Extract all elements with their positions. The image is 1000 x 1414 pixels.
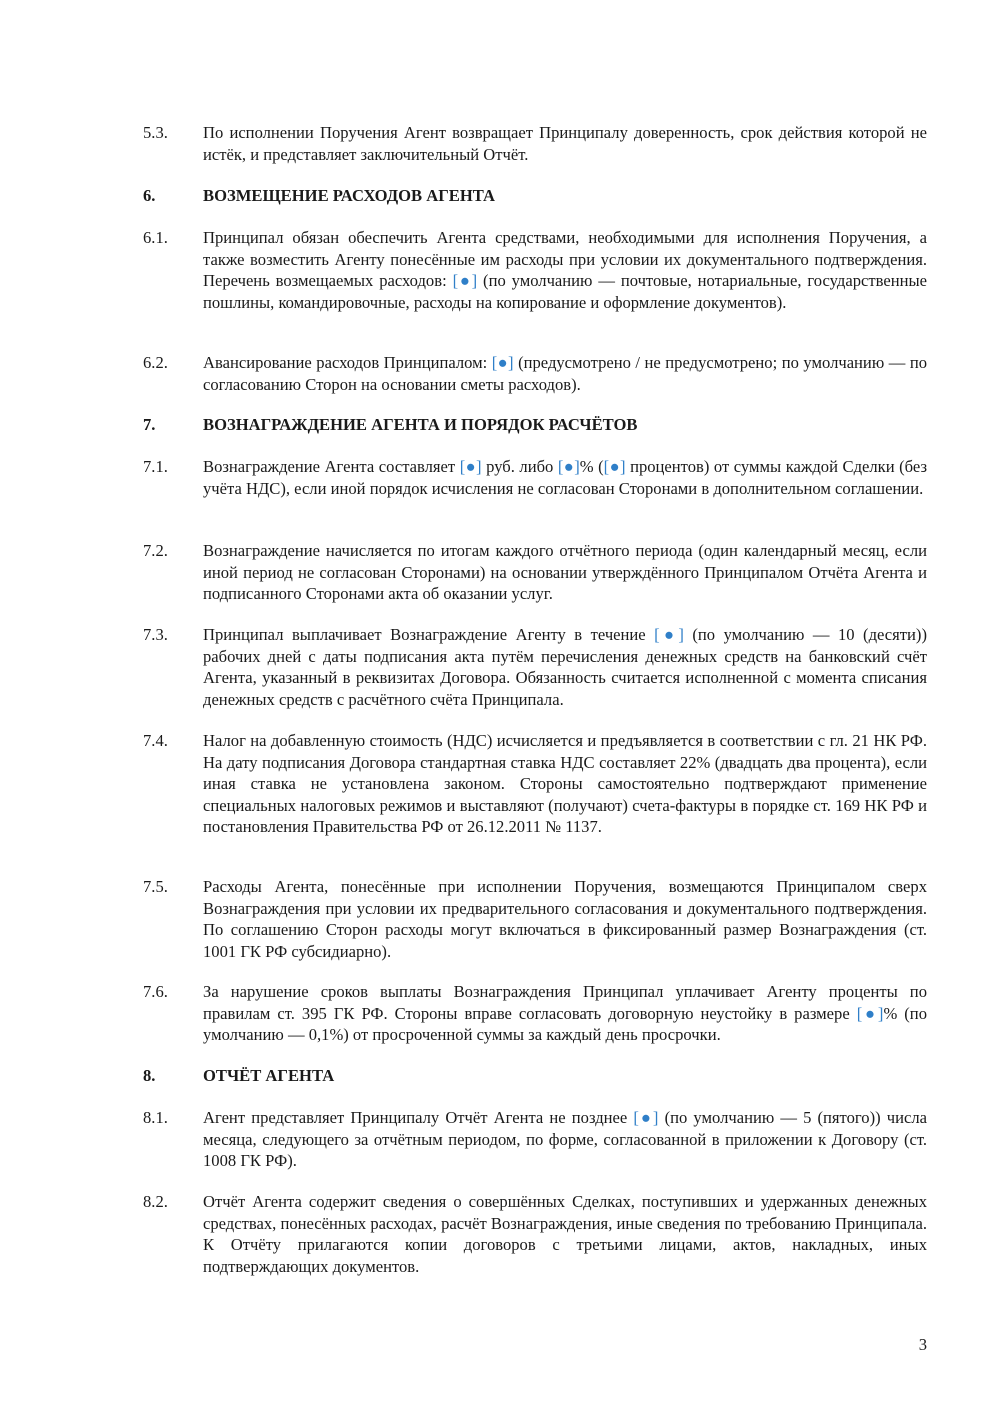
page-number: 3 bbox=[918, 1335, 927, 1354]
section-number: 7. bbox=[143, 415, 156, 434]
section-heading-7 bbox=[143, 414, 927, 436]
clause-text-part: Принципал обязан обеспечить Агента средствами, необходимыми для исполнения Поручения, а также возместить Агенту понесённые им расходы при условии их документального подтверждения. Перечень возмещаемых расходов: bbox=[203, 228, 927, 290]
clause-text-part: % ( bbox=[579, 457, 604, 476]
clause-7-3 bbox=[143, 624, 927, 710]
clause-7-4 bbox=[143, 730, 927, 838]
clause-text: По исполнении Поручения Агент возвращает Принципалу доверенность, срок действия которой не истёк, и представляет заключительный Отчёт. bbox=[203, 123, 927, 164]
clause-5-3 bbox=[143, 122, 927, 165]
clause-text-part: % (по умолчанию — 0,1%) от просроченной суммы за каждый день просрочки. bbox=[203, 1003, 927, 1044]
section-heading-8 bbox=[143, 1065, 927, 1087]
clause-text: Расходы Агента, понесённые при исполнении Поручения, возмещаются Принципалом сверх Вознаграждения при условии их предварительного согласования и документального подтверждения. По соглашению Сторон расходы могут включаться в фиксированный размер Вознаграждения (ст. 1001 ГК РФ субсидиарно). bbox=[203, 877, 927, 961]
clause-number: 5.3. bbox=[143, 123, 168, 142]
section-number: 6. bbox=[143, 186, 156, 205]
clause-7-2 bbox=[143, 540, 927, 605]
clause-6-2 bbox=[143, 352, 927, 395]
clause-number: 7.4. bbox=[143, 731, 168, 750]
clause-text-part: (по умолчанию — почтовые, нотариальные, государственные пошлины, командировочные, расходы на копирование и оформление документов). bbox=[203, 271, 927, 312]
clause-number: 6.2. bbox=[143, 353, 168, 372]
clause-text bbox=[203, 456, 927, 499]
placeholder-field: [●] bbox=[856, 1003, 884, 1023]
clause-8-2 bbox=[143, 1191, 927, 1277]
section-heading-6 bbox=[143, 185, 927, 207]
clause-text bbox=[203, 1107, 927, 1172]
placeholder-field: [●] bbox=[459, 457, 482, 476]
clause-7-5 bbox=[143, 876, 927, 962]
clause-text bbox=[203, 624, 927, 710]
placeholder-field: [●] bbox=[452, 271, 478, 290]
clause-text-part: Авансирование расходов Принципалом: bbox=[203, 353, 492, 372]
clause-text-part: Принципал выплачивает Вознаграждение Агенту в течение bbox=[203, 625, 655, 644]
clause-number: 7.6. bbox=[143, 982, 168, 1001]
clause-text-part: За нарушение сроков выплаты Вознаграждения Принципал уплачивает Агенту проценты по правилам ст. 395 ГК РФ. Стороны вправе согласовать договорную неустойку в размере bbox=[203, 982, 927, 1023]
clause-number: 8.1. bbox=[143, 1108, 168, 1127]
clause-text: Отчёт Агента содержит сведения о совершённых Сделках, поступивших и удержанных денежных средствах, понесённых расходах, расчёт Вознаграждения, иные сведения по требованию Принципала. К Отчёту прилагаются копии договоров с третьими лицами, актов, накладных, иных подтверждающих документов. bbox=[203, 1192, 927, 1276]
clause-number: 7.1. bbox=[143, 457, 168, 476]
clause-number: 8.2. bbox=[143, 1192, 168, 1211]
clause-text-part: (по умолчанию — 5 (пятого)) числа месяца, следующего за отчётным периодом, по форме, согласованной в приложении к Договору (ст. 1008 ГК РФ). bbox=[203, 1108, 927, 1170]
clause-number: 6.1. bbox=[143, 228, 168, 247]
clause-text-part: (предусмотрено / не предусмотрено; по умолчанию — по согласованию Сторон на основании сметы расходов). bbox=[203, 353, 928, 394]
clause-text-part: Агент представляет Принципалу Отчёт Агента не позднее bbox=[203, 1108, 634, 1127]
clause-number: 7.2. bbox=[143, 541, 168, 560]
clause-7-1 bbox=[143, 456, 927, 499]
clause-text bbox=[203, 981, 927, 1046]
placeholder-field: [●] bbox=[491, 353, 514, 372]
section-title: ВОЗМЕЩЕНИЕ РАСХОДОВ АГЕНТА bbox=[203, 186, 496, 205]
clause-7-6 bbox=[143, 981, 927, 1046]
clause-text-part: Вознаграждение Агента составляет bbox=[203, 457, 460, 476]
clause-text-part: руб. либо bbox=[481, 457, 558, 476]
clause-text bbox=[203, 352, 927, 395]
section-title: ВОЗНАГРАЖДЕНИЕ АГЕНТА И ПОРЯДОК РАСЧЁТОВ bbox=[203, 415, 638, 434]
clause-6-1 bbox=[143, 227, 927, 313]
section-title: ОТЧЁТ АГЕНТА bbox=[203, 1066, 335, 1085]
placeholder-field: [●] bbox=[654, 625, 684, 644]
clause-8-1 bbox=[143, 1107, 927, 1172]
clause-text-part: процентов) от суммы каждой Сделки (без учёта НДС), если иной порядок исчисления не согласован Сторонами в дополнительном соглашении. bbox=[203, 457, 928, 498]
clause-text-part: (по умолчанию — 10 (десяти)) рабочих дней с даты подписания акта путём перечисления денежных средств на банковский счёт Агента, указанный в реквизитах Договора. Обязанность считается исполненной с момента списания денежных средств с расчётного счёта Принципала. bbox=[203, 625, 927, 709]
clause-number: 7.5. bbox=[143, 877, 168, 896]
clause-text bbox=[203, 227, 927, 313]
clause-text: Налог на добавленную стоимость (НДС) исчисляется и предъявляется в соответствии с гл. 21 НК РФ. На дату подписания Договора стандартная ставка НДС составляет 22% (двадцать два процента), если иная ставка не установлена законом. Стороны самостоятельно подтверждают применение специальных налоговых режимов и выставляют (получают) счета-фактуры в порядке ст. 169 НК РФ и постановления Правительства РФ от 26.12.2011 № 1137. bbox=[203, 731, 927, 836]
clause-text: Вознаграждение начисляется по итогам каждого отчётного периода (один календарный месяц, если иной период не согласован Сторонами) на основании утверждённого Принципалом Отчёта Агента и подписанного Сторонами акта об оказании услуг. bbox=[203, 541, 927, 603]
section-number: 8. bbox=[143, 1066, 156, 1085]
placeholder-field: [●] bbox=[633, 1108, 659, 1127]
clause-number: 7.3. bbox=[143, 625, 168, 644]
placeholder-field: [●] bbox=[603, 457, 626, 476]
placeholder-field: [●] bbox=[557, 457, 580, 476]
